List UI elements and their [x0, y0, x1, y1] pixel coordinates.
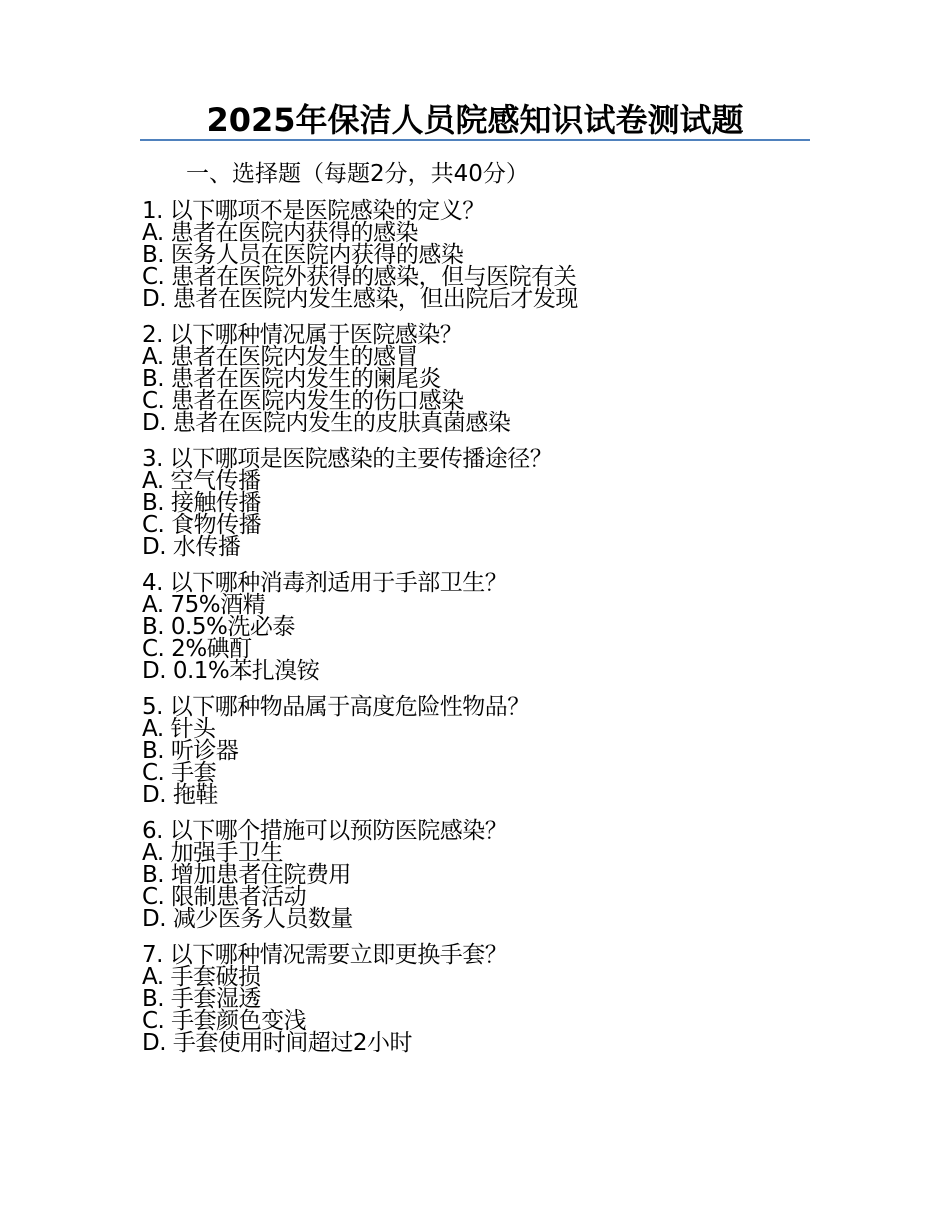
question-text: 2. 以下哪种情况属于医院感染？: [142, 322, 463, 348]
question-text: 1. 以下哪项不是医院感染的定义？: [142, 198, 485, 224]
option-c: C. 患者在医院外获得的感染，但与医院有关: [142, 264, 577, 290]
section-heading: 一、选择题（每题2分，共40分）: [186, 161, 529, 187]
option-a: A. 手套破损: [142, 964, 261, 990]
option-d: D. 拖鞋: [142, 782, 218, 808]
option-c: C. 手套: [142, 760, 217, 786]
question-text: 4. 以下哪种消毒剂适用于手部卫生？: [142, 570, 508, 596]
option-c: C. 2%碘酊: [142, 636, 252, 662]
question-1: [142, 200, 842, 310]
question-4: [142, 572, 842, 682]
question-text: 5. 以下哪种物品属于高度危险性物品？: [142, 694, 530, 720]
question-3: [142, 448, 842, 558]
option-a: A. 75%酒精: [142, 592, 266, 618]
question-list: [142, 200, 842, 1068]
option-b: B. 增加患者住院费用: [142, 862, 351, 888]
option-b: B. 接触传播: [142, 490, 261, 516]
question-2: [142, 324, 842, 434]
option-c: C. 手套颜色变浅: [142, 1008, 307, 1034]
option-c: C. 患者在医院内发生的伤口感染: [142, 388, 464, 414]
option-a: A. 针头: [142, 716, 216, 742]
option-d: D. 患者在医院内发生感染，但出院后才发现: [142, 286, 578, 312]
option-d: D. 手套使用时间超过2小时: [142, 1030, 412, 1056]
option-c: C. 限制患者活动: [142, 884, 307, 910]
question-7: [142, 944, 842, 1054]
option-d: D. 水传播: [142, 534, 241, 560]
option-a: A. 患者在医院内发生的感冒: [142, 344, 418, 370]
option-c: C. 食物传播: [142, 512, 262, 538]
option-d: D. 0.1%苯扎溴铵: [142, 658, 320, 684]
option-a: A. 患者在医院内获得的感染: [142, 220, 418, 246]
option-b: B. 听诊器: [142, 738, 239, 764]
option-b: B. 手套湿透: [142, 986, 261, 1012]
option-b: B. 患者在医院内发生的阑尾炎: [142, 366, 441, 392]
question-text: 6. 以下哪个措施可以预防医院感染？: [142, 818, 508, 844]
option-d: D. 减少医务人员数量: [142, 906, 353, 932]
question-5: [142, 696, 842, 806]
question-text: 7. 以下哪种情况需要立即更换手套？: [142, 942, 508, 968]
option-b: B. 医务人员在医院内获得的感染: [142, 242, 464, 268]
question-text: 3. 以下哪项是医院感染的主要传播途径？: [142, 446, 553, 472]
option-d: D. 患者在医院内发生的皮肤真菌感染: [142, 410, 511, 436]
option-a: A. 加强手卫生: [142, 840, 283, 866]
title-underline-rule: [140, 139, 810, 141]
option-b: B. 0.5%洗必泰: [142, 614, 295, 640]
question-6: [142, 820, 842, 930]
document-title: 2025年保洁人员院感知识试卷测试题: [206, 101, 744, 139]
option-a: A. 空气传播: [142, 468, 261, 494]
